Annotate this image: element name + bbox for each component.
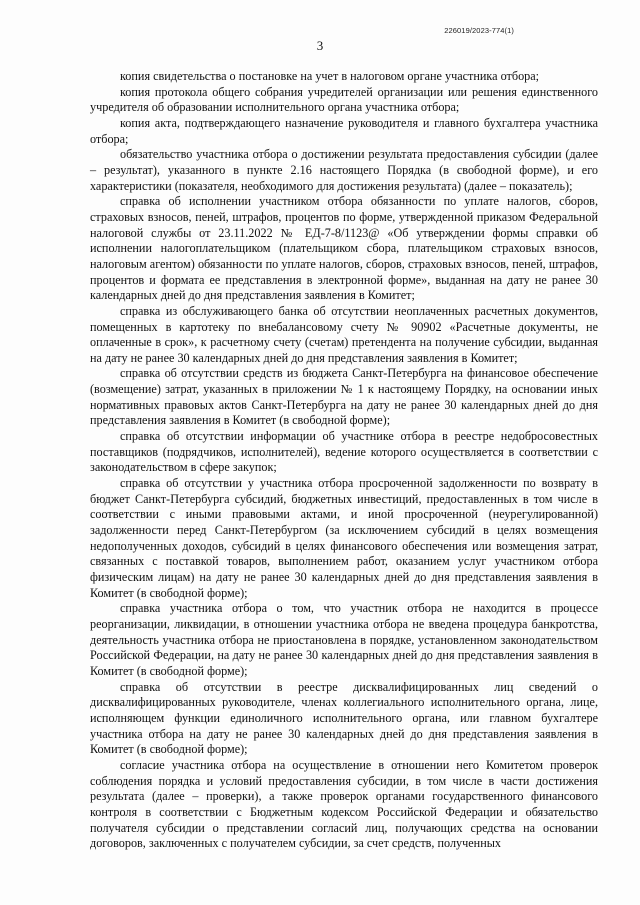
- paragraph-disqualified-persons-certificate: справка об отсутствии в реестре дисквалифицированных лиц сведений о дисквалифицированных руководителе, членах коллегиального исполнительного органа, лице, исполняющем функции единоличного исполнительного органа, или главном бухгалтере участника отбора на дату не ранее 30 календарных дней до дня представления заявления в Комитет (в свободной форме);: [90, 679, 598, 757]
- paragraph-unscrupulous-suppliers-certificate: справка об отсутствии информации об участнике отбора в реестре недобросовестных поставщиков (подрядчиков, исполнителей), ведение которого осуществляется в соответствии с законодательством в сфере закупок;: [90, 429, 598, 475]
- paragraph-inspection-consent: согласие участника отбора на осуществление в отношении него Комитетом проверок соблюдения порядка и условий предоставления субсидии, в том числе в части достижения результата (далее – проверки), а также проверок органами государственного финансового контроля в соответствии с Бюджетным кодексом Российской Федерации и обязательство получателя субсидии о представлении согласий лиц, получающих средства на основании договоров, заключенных с получателем субсидии, за счет средств, полученных: [90, 757, 598, 851]
- paragraph-result-obligation: обязательство участника отбора о достижении результата предоставления субсидии (далее – результат), указанного в пункте 2.16 настоящего Порядка (в свободной форме), и его характеристики (показателя, необходимого для достижения результата) (далее – показатель);: [90, 147, 598, 193]
- paragraph-tax-certificate: справка об исполнении участником отбора обязанности по уплате налогов, сборов, страховых взносов, пеней, штрафов, процентов по форме, утвержденной приказом Федеральной налоговой службы от 23.11.2022 № ЕД-7-8/1123@ «Об утверждении формы справки об исполнении налогоплательщиком (плательщиком сбора, плательщиком страховых взносов, налоговым агентом) обязанности по уплате налогов, сборов, страховых взносов, пеней, штрафов, процентов и формата ее представления в электронной форме», выданная на дату не ранее 30 календарных дней до дня представления заявления в Комитет;: [90, 194, 598, 303]
- page-number: 3: [316, 38, 324, 53]
- document-registration-number: 226019/2023-774(1): [444, 26, 514, 35]
- paragraph-no-reorganization-certificate: справка участника отбора о том, что участник отбора не находится в процессе реорганизации, ликвидации, в отношении участника отбора не введена процедура банкротства, деятельность участника отбора не приостановлена в порядке, установленном законодательством Российской Федерации, на дату не ранее 30 календарных дней до дня представления заявления в Комитет (в свободной форме);: [90, 601, 598, 678]
- paragraph-appointment-act-copy: копия акта, подтверждающего назначение руководителя и главного бухгалтера участника отбора;: [90, 115, 598, 146]
- paragraph-tax-registration-copy: копия свидетельства о постановке на учет в налоговом органе участника отбора;: [120, 69, 540, 83]
- document-body: [90, 69, 598, 852]
- paragraph-bank-certificate: справка из обслуживающего банка об отсутствии неоплаченных расчетных документов, помещенных в картотеку по внебалансовому счету № 90902 «Расчетные документы, не оплаченные в срок», к расчетному счету (счетам) претендента на получение субсидии, выданная на дату не ранее 30 календарных дней до дня представления заявления в Комитет;: [90, 303, 598, 365]
- paragraph-no-budget-funds-certificate: справка об отсутствии средств из бюджета Санкт-Петербурга на финансовое обеспечение (возмещение) затрат, указанных в приложении № 1 к настоящему Порядку, на основании иных нормативных правовых актов Санкт-Петербурга на дату не ранее 30 календарных дней до дня представления заявления в Комитет (в свободной форме);: [90, 366, 598, 428]
- paragraph-founders-protocol-copy: копия протокола общего собрания учредителей организации или решения единственного учредителя об образовании исполнительного органа участника отбора;: [90, 84, 598, 115]
- paragraph-no-overdue-debt-certificate: справка об отсутствии у участника отбора просроченной задолженности по возврату в бюджет Санкт-Петербурга субсидий, бюджетных инвестиций, предоставленных в том числе в соответствии с иными правовыми актами, и иной просроченной (неурегулированной) задолженности перед Санкт-Петербургом (за исключением субсидий в целях возмещения недополученных доходов, субсидий в целях финансового обеспечения или возмещения затрат, связанных с поставкой товаров, выполнением работ, оказанием услуг участником отбора физическим лицам) на дату не ранее 30 календарных дней до дня представления заявления в Комитет (в свободной форме);: [90, 476, 598, 600]
